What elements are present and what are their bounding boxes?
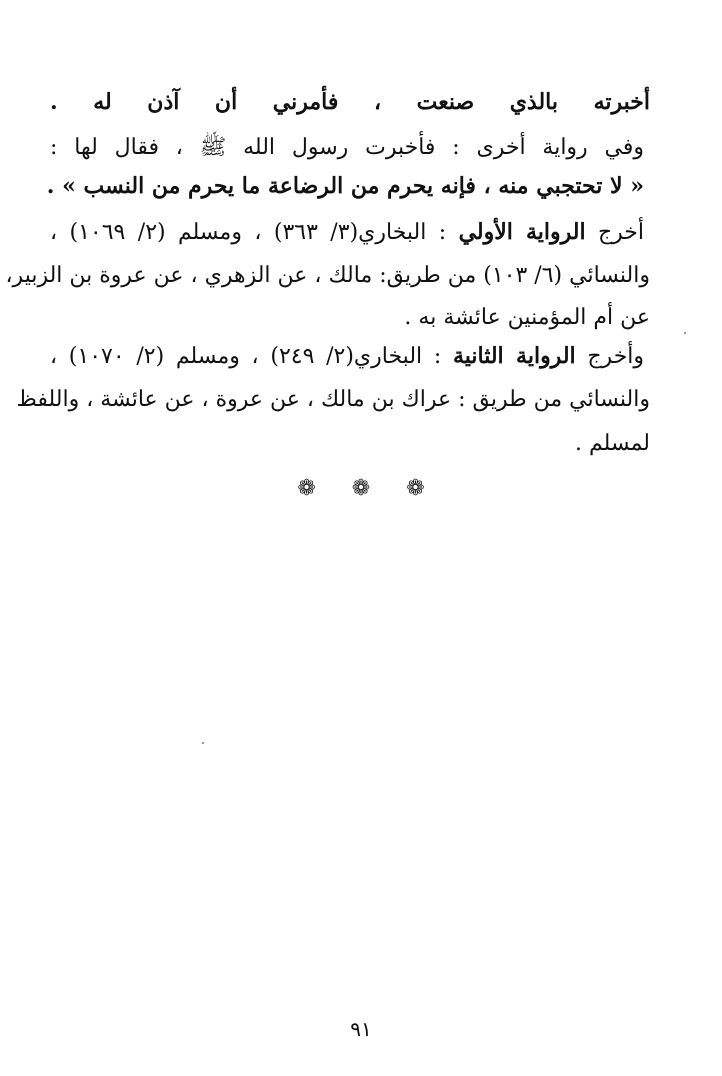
flower-ornament-icon: ❁: [351, 476, 371, 501]
text-line-1: أخبرته بالذي صنعت ، فأمرني أن آذن له .: [50, 89, 650, 115]
scan-speck: [202, 742, 204, 744]
flower-ornament-icon: ❁: [297, 476, 316, 501]
second-narration-heading: الرواية الثانية: [452, 343, 576, 369]
text-line-5: والنسائي (٦/ ١٠٣) من طريق: مالك ، عن الزهري ، عن عروة بن الزبير،: [5, 263, 650, 288]
text-line-9: لمسلم .: [575, 431, 650, 456]
first-narration-heading: الرواية الأولي: [458, 219, 586, 245]
line7-rest: : البخاري(٢/ ٢٤٩) ، ومسلم (٢/ ١٠٧٠) ،: [50, 344, 453, 369]
line4-prefix: أخرج: [585, 220, 645, 245]
line4-rest: : البخاري(٣/ ٣٦٣) ، ومسلم (٢/ ١٠٦٩) ،: [50, 220, 459, 245]
text-line-4: [50, 212, 644, 252]
text-line-7: [50, 336, 644, 376]
scan-speck: [684, 332, 686, 334]
hadith-quote: « لا تحتجبي منه ، فإنه يحرم من الرضاعة ما يحرم من النسب » .: [46, 173, 644, 199]
text-line-6: عن أم المؤمنين عائشة به .: [404, 305, 650, 330]
page-number: ٩١: [350, 1017, 372, 1041]
flower-ornament-icon: ❁: [406, 476, 425, 501]
line7-prefix: وأخرج: [575, 344, 645, 369]
section-divider: [0, 474, 722, 504]
text-line-8: والنسائي من طريق : عراك بن مالك ، عن عروة ، عن عائشة ، واللفظ: [16, 387, 650, 412]
text-line-2: وفي رواية أخرى : فأخبرت رسول الله ﷺ ، فقال لها :: [50, 135, 644, 160]
